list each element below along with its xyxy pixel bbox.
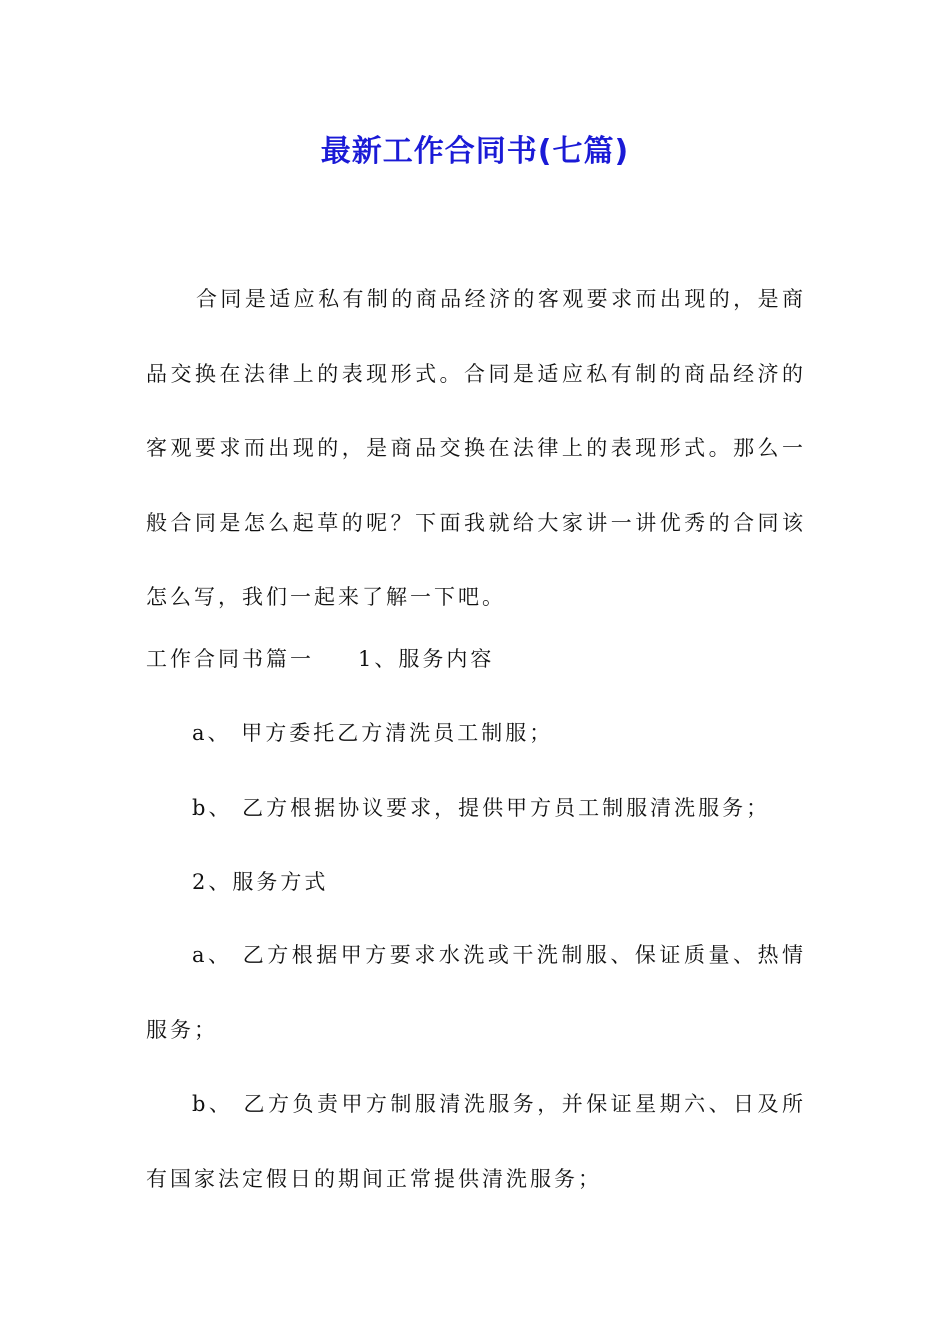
clause-2a: a、 乙方根据甲方要求水洗或干洗制服、保证质量、热情服务； (146, 943, 806, 1042)
clause-1-heading: 1、服务内容 (358, 647, 495, 671)
intro-paragraph: 合同是适应私有制的商品经济的客观要求而出现的，是商品交换在法律上的表现形式。合同是适应私有制的商品经济的客观要求而出现的，是商品交换在法律上的表现形式。那么一般合同是怎么起草的呢？下面我就给大家讲一讲优秀的合同该怎么写，我们一起来了解一下吧。 (146, 287, 806, 609)
clause-1a: a、 甲方委托乙方清洗员工制服； (192, 721, 554, 745)
clause-1b: b、 乙方根据协议要求，提供甲方员工制服清洗服务； (192, 796, 771, 820)
clause-2-heading: 2、服务方式 (192, 870, 329, 894)
document-title: 最新工作合同书(七篇) (320, 134, 630, 169)
clause-2b: b、 乙方负责甲方制服清洗服务，并保证星期六、日及所有国家法定假日的期间正常提供清洗服务； (146, 1092, 806, 1191)
section-heading: 工作合同书篇一 (146, 647, 314, 671)
